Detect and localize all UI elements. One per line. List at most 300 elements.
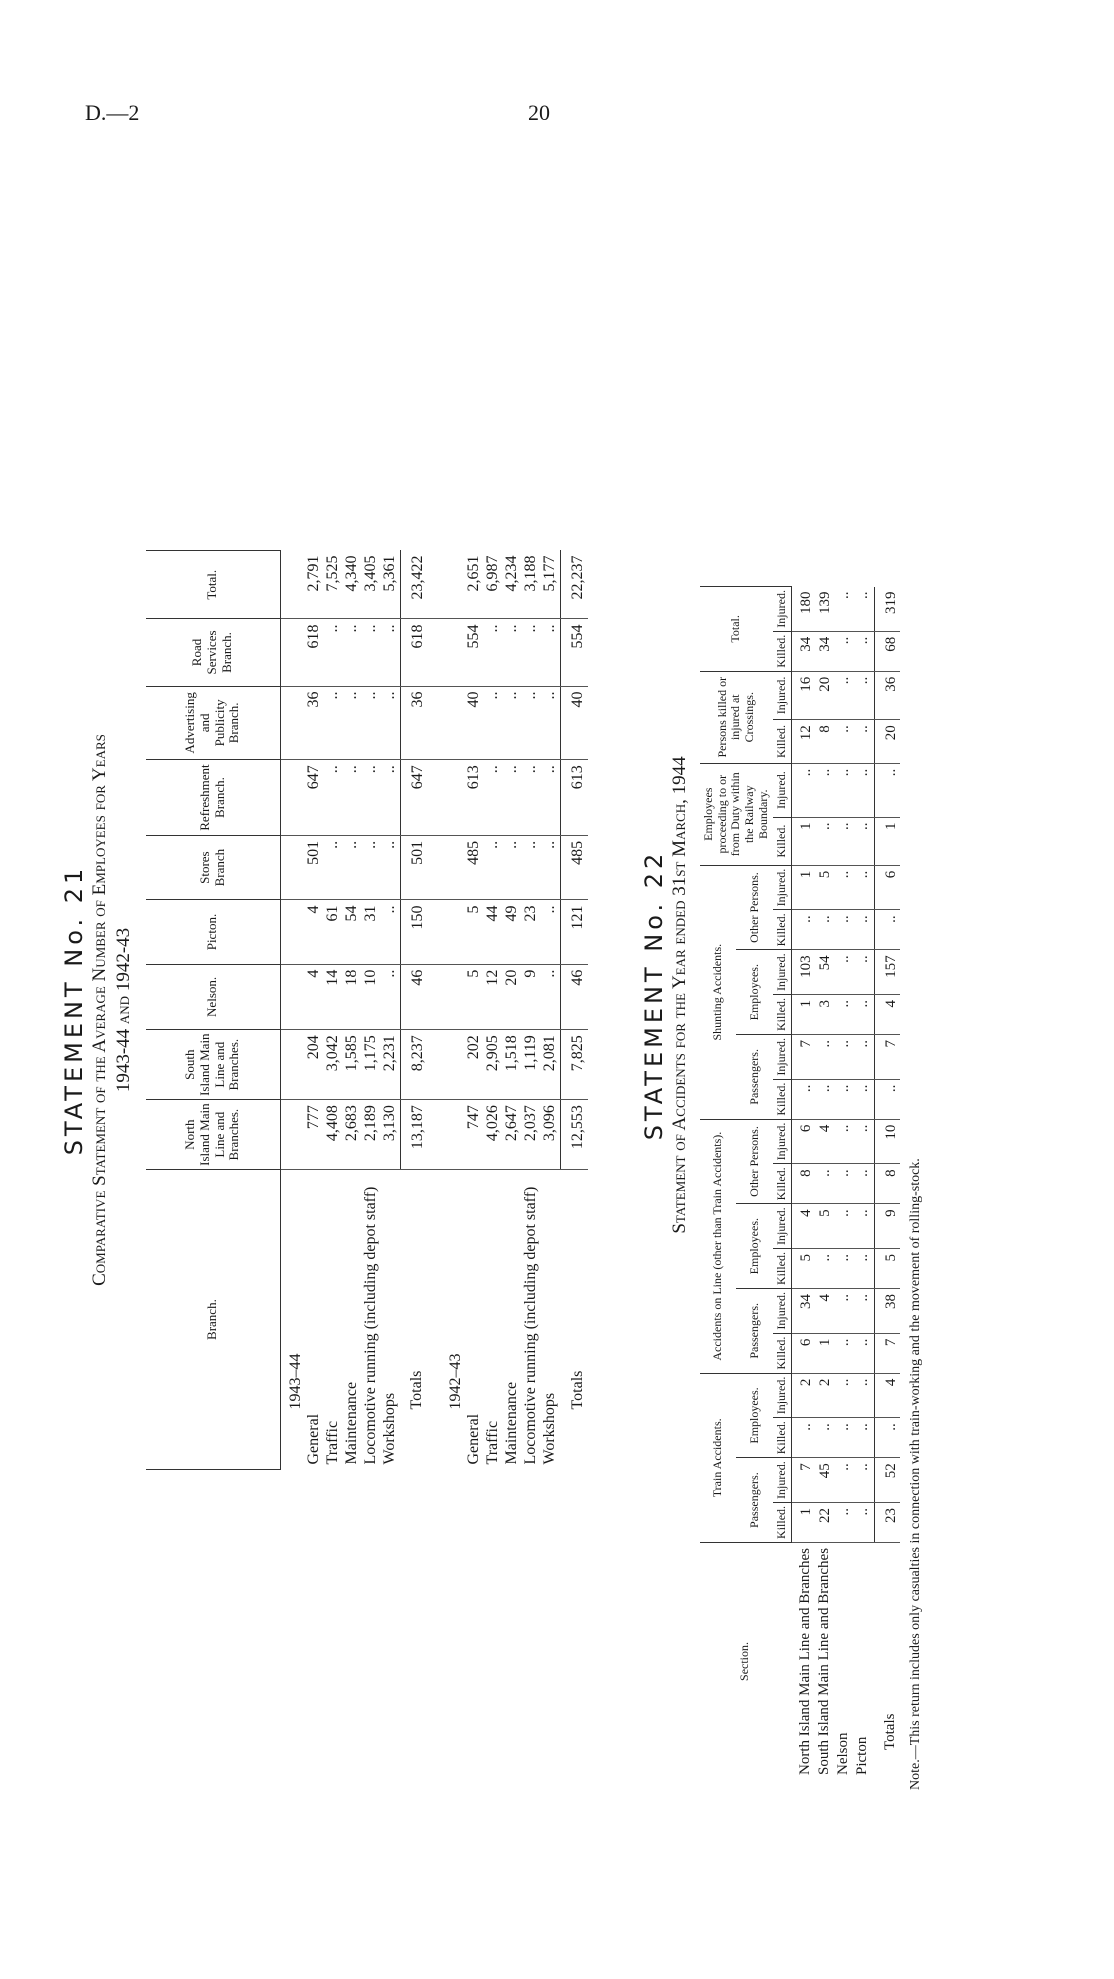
value: 1 bbox=[797, 1507, 814, 1516]
value: .. bbox=[835, 1169, 852, 1177]
value: 7 bbox=[797, 1463, 814, 1471]
group-shunting-accidents: Shunting Accidents. bbox=[700, 865, 736, 1119]
value: 5 bbox=[465, 905, 483, 914]
accident-values bbox=[791, 1418, 874, 1458]
value: .. bbox=[816, 1423, 833, 1431]
value: .. bbox=[854, 1209, 871, 1217]
branch-label: Locomotive running (including depot staff) bbox=[361, 1186, 379, 1465]
value: 5,177 bbox=[541, 555, 559, 592]
value: .. bbox=[835, 1209, 852, 1217]
value: 202 bbox=[465, 1035, 483, 1060]
total-value: 46 bbox=[400, 964, 440, 1030]
value: .. bbox=[503, 691, 521, 700]
injured-header: Injured. bbox=[773, 950, 791, 995]
value: 2,683 bbox=[342, 1105, 360, 1142]
value: 2,905 bbox=[484, 1035, 502, 1072]
total-value: .. bbox=[874, 763, 900, 817]
value: .. bbox=[854, 1378, 871, 1387]
branch-label: Traffic bbox=[484, 1420, 502, 1465]
value: 777 bbox=[304, 1105, 322, 1130]
total-value: 7 bbox=[874, 1035, 900, 1080]
value: 4,026 bbox=[484, 1105, 502, 1142]
accident-values bbox=[791, 671, 874, 720]
value: 40 bbox=[465, 691, 483, 708]
value: 2,651 bbox=[465, 555, 483, 592]
north-island-values bbox=[305, 1100, 401, 1170]
value: 5 bbox=[465, 969, 483, 978]
value: .. bbox=[323, 765, 341, 774]
totals-row-1943-44 bbox=[400, 551, 440, 1470]
value: .. bbox=[854, 1463, 871, 1471]
injured-header: Injured. bbox=[773, 1035, 791, 1080]
value: .. bbox=[854, 1253, 871, 1262]
section-label: Picton bbox=[854, 1736, 871, 1775]
value: 4,340 bbox=[342, 555, 360, 592]
injured-header: Injured. bbox=[773, 1458, 791, 1503]
road-services-values bbox=[465, 619, 561, 686]
total-value: 13,187 bbox=[400, 1100, 440, 1170]
value: .. bbox=[323, 624, 341, 633]
value: .. bbox=[503, 765, 521, 774]
accident-values bbox=[791, 1502, 874, 1542]
value: .. bbox=[484, 765, 502, 774]
accident-values bbox=[791, 1333, 874, 1373]
value: .. bbox=[541, 765, 559, 774]
road-services-values bbox=[305, 619, 401, 686]
year-row-1943-44 bbox=[280, 551, 305, 1470]
accident-values bbox=[791, 1458, 874, 1503]
value: 18 bbox=[342, 969, 360, 986]
value: .. bbox=[835, 1124, 852, 1133]
statement-21-subtitle: Comparative Statement of the Average Number of Employees for Years bbox=[89, 734, 110, 1286]
value: .. bbox=[380, 765, 398, 774]
value: 1 bbox=[797, 1000, 814, 1008]
value: 1,175 bbox=[361, 1035, 379, 1072]
value: 6 bbox=[797, 1338, 814, 1347]
value: .. bbox=[854, 591, 871, 600]
value: .. bbox=[854, 1507, 871, 1516]
nelson-values bbox=[305, 964, 401, 1030]
value: 180 bbox=[797, 591, 814, 615]
col-header-nelson: Nelson. bbox=[146, 964, 281, 1030]
refreshment-values bbox=[305, 760, 401, 836]
value: 5 bbox=[816, 1209, 833, 1217]
injured-header: Injured. bbox=[773, 587, 791, 632]
value: .. bbox=[541, 905, 559, 914]
value: 36 bbox=[304, 691, 322, 708]
subgroup-header: Other Persons. bbox=[736, 1119, 773, 1204]
value: .. bbox=[541, 969, 559, 978]
value: .. bbox=[835, 1000, 852, 1008]
stores-values bbox=[305, 835, 401, 900]
injured-header: Injured. bbox=[773, 865, 791, 910]
accident-values bbox=[791, 1119, 874, 1164]
value: .. bbox=[522, 691, 540, 700]
total-values bbox=[465, 551, 561, 619]
accident-values bbox=[791, 631, 874, 671]
section-label: Nelson bbox=[835, 1732, 852, 1775]
accident-values bbox=[791, 763, 874, 817]
value: .. bbox=[835, 1378, 852, 1387]
total-value: 4 bbox=[874, 1373, 900, 1418]
value: 501 bbox=[304, 840, 322, 865]
value: 8 bbox=[797, 1169, 814, 1177]
value: 5 bbox=[797, 1253, 814, 1262]
value: .. bbox=[484, 691, 502, 700]
value: .. bbox=[835, 591, 852, 600]
total-value: 40 bbox=[561, 686, 588, 760]
total-value: 23 bbox=[874, 1502, 900, 1542]
accident-values bbox=[791, 1288, 874, 1333]
south-island-values bbox=[465, 1030, 561, 1100]
total-value: 5 bbox=[874, 1248, 900, 1288]
data-block-1942-43 bbox=[465, 551, 561, 1470]
value: .. bbox=[342, 765, 360, 774]
branch-labels bbox=[305, 1170, 401, 1470]
value: .. bbox=[484, 840, 502, 849]
value: 4,408 bbox=[323, 1105, 341, 1142]
value: .. bbox=[835, 1293, 852, 1302]
value: .. bbox=[835, 1040, 852, 1048]
accidents-data-block bbox=[791, 587, 874, 1780]
value: .. bbox=[835, 1507, 852, 1516]
total-value: 7,825 bbox=[561, 1030, 588, 1100]
value: 4 bbox=[816, 1293, 833, 1302]
accident-values bbox=[791, 1079, 874, 1119]
accident-values bbox=[791, 910, 874, 950]
value: 3,188 bbox=[522, 555, 540, 592]
value: 22 bbox=[816, 1507, 833, 1523]
value: 1 bbox=[797, 870, 814, 879]
value: .. bbox=[835, 1463, 852, 1471]
total-value: .. bbox=[874, 1418, 900, 1458]
total-value: 6 bbox=[874, 865, 900, 910]
branch-labels bbox=[465, 1170, 561, 1470]
value: .. bbox=[816, 915, 833, 923]
value: .. bbox=[323, 840, 341, 849]
value: .. bbox=[503, 840, 521, 849]
injured-header: Injured. bbox=[773, 1288, 791, 1333]
group-employees-proceeding: Employees proceeding to or from Duty within the Railway Boundary. bbox=[700, 763, 773, 865]
section-label: South Island Main Line and Branches bbox=[816, 1547, 833, 1775]
value: .. bbox=[835, 955, 852, 963]
value: .. bbox=[361, 765, 379, 774]
accident-values bbox=[791, 1373, 874, 1418]
value: 3,042 bbox=[323, 1035, 341, 1072]
total-value: 22,237 bbox=[561, 551, 588, 619]
total-value: 554 bbox=[561, 619, 588, 686]
refreshment-values bbox=[465, 760, 561, 836]
killed-header: Killed. bbox=[773, 631, 791, 671]
col-header-south-island: South Island Main Line and Branches. bbox=[146, 1030, 281, 1100]
total-value: 150 bbox=[400, 900, 440, 964]
employees-table bbox=[146, 550, 588, 1470]
totals-label: Totals bbox=[408, 1370, 426, 1410]
accident-values bbox=[791, 1248, 874, 1288]
branch-label: Maintenance bbox=[503, 1381, 521, 1465]
value: 1,518 bbox=[503, 1035, 521, 1072]
subgroup-header: Passengers. bbox=[736, 1288, 773, 1373]
value: 23 bbox=[522, 905, 540, 922]
col-header-stores: Stores Branch bbox=[146, 835, 281, 900]
value: .. bbox=[361, 624, 379, 633]
injured-header: Injured. bbox=[773, 1373, 791, 1418]
value: .. bbox=[323, 691, 341, 700]
value: 554 bbox=[465, 624, 483, 649]
value: 3,130 bbox=[380, 1105, 398, 1142]
value: .. bbox=[854, 1124, 871, 1133]
value: 747 bbox=[465, 1105, 483, 1130]
year-row-1942-43 bbox=[441, 551, 465, 1470]
page-reference: D.—2 bbox=[85, 100, 140, 125]
value: 44 bbox=[484, 905, 502, 922]
totals-label: Totals bbox=[882, 1713, 899, 1750]
value: 7,525 bbox=[323, 555, 341, 592]
value: 1,119 bbox=[522, 1035, 540, 1071]
value: .. bbox=[835, 1338, 852, 1347]
value: 4,234 bbox=[503, 555, 521, 592]
total-value: 613 bbox=[561, 760, 588, 836]
statement-22-title: STATEMENT No. 22 bbox=[640, 849, 668, 1141]
accident-values bbox=[791, 950, 874, 995]
value: 5 bbox=[816, 870, 833, 879]
value: 3 bbox=[816, 1000, 833, 1008]
statement-21-years: 1943-44 and 1942-43 bbox=[112, 927, 134, 1093]
total-value: 10 bbox=[874, 1119, 900, 1164]
value: 45 bbox=[816, 1463, 833, 1479]
value: 2 bbox=[797, 1378, 814, 1387]
totals-label: Totals bbox=[568, 1370, 586, 1410]
killed-header: Killed. bbox=[773, 1079, 791, 1119]
value: 20 bbox=[503, 969, 521, 986]
data-block-1943-44 bbox=[305, 551, 401, 1470]
value: .. bbox=[361, 691, 379, 700]
value: 5,361 bbox=[380, 555, 398, 592]
value: 2,081 bbox=[541, 1035, 559, 1072]
value: .. bbox=[380, 624, 398, 633]
killed-header: Killed. bbox=[773, 910, 791, 950]
value: .. bbox=[854, 1423, 871, 1431]
value: .. bbox=[854, 676, 871, 685]
value: 1 bbox=[816, 1338, 833, 1347]
killed-header: Killed. bbox=[773, 1248, 791, 1288]
value: 12 bbox=[797, 725, 814, 741]
value: 9 bbox=[522, 969, 540, 978]
subgroup-header: Other Persons. bbox=[736, 865, 773, 950]
total-value: .. bbox=[874, 1079, 900, 1119]
advertising-values bbox=[465, 686, 561, 760]
section-label: North Island Main Line and Branches bbox=[797, 1547, 814, 1775]
total-value: 121 bbox=[561, 900, 588, 964]
value: 2 bbox=[816, 1378, 833, 1387]
value: .. bbox=[797, 1423, 814, 1431]
subgroup-header: Employees. bbox=[736, 1204, 773, 1289]
killed-header: Killed. bbox=[773, 817, 791, 865]
total-value: 52 bbox=[874, 1458, 900, 1503]
value: 8 bbox=[816, 725, 833, 733]
value: 49 bbox=[503, 905, 521, 922]
value: 2,791 bbox=[304, 555, 322, 592]
subgroup-header: Employees. bbox=[736, 1373, 773, 1458]
value: .. bbox=[541, 691, 559, 700]
branch-label: Locomotive running (including depot staff) bbox=[522, 1186, 540, 1465]
total-value: 36 bbox=[400, 686, 440, 760]
total-value: 46 bbox=[561, 964, 588, 1030]
section-labels bbox=[791, 1542, 874, 1780]
year-label: 1943–44 bbox=[286, 1353, 304, 1410]
value: 34 bbox=[797, 636, 814, 652]
value: 4 bbox=[304, 905, 322, 914]
total-value: 647 bbox=[400, 760, 440, 836]
value: 10 bbox=[361, 969, 379, 986]
accident-values bbox=[791, 587, 874, 632]
col-header-north-island: North Island Main Line and Branches. bbox=[146, 1100, 281, 1170]
total-value: 38 bbox=[874, 1288, 900, 1333]
total-value: 12,553 bbox=[561, 1100, 588, 1170]
subgroup-header: Passengers. bbox=[736, 1458, 773, 1543]
value: 7 bbox=[797, 1040, 814, 1048]
value: 6,987 bbox=[484, 555, 502, 592]
branch-label: Workshops bbox=[541, 1392, 559, 1465]
killed-header: Killed. bbox=[773, 1418, 791, 1458]
total-value: 8 bbox=[874, 1164, 900, 1204]
injured-header: Injured. bbox=[773, 1204, 791, 1249]
accident-values bbox=[791, 1164, 874, 1204]
total-value: 319 bbox=[874, 587, 900, 632]
statement-22 bbox=[640, 200, 1050, 1790]
total-value: 4 bbox=[874, 995, 900, 1035]
value: 613 bbox=[465, 765, 483, 790]
group-crossings: Persons killed or injured at Crossings. bbox=[700, 671, 773, 763]
value: 14 bbox=[323, 969, 341, 986]
total-value: 7 bbox=[874, 1333, 900, 1373]
accidents-table bbox=[700, 586, 900, 1780]
value: .. bbox=[816, 1169, 833, 1177]
value: 204 bbox=[304, 1035, 322, 1060]
statement-22-subtitle: Statement of Accidents for the Year ended 31st March, 1944 bbox=[669, 756, 690, 1234]
total-value: 501 bbox=[400, 835, 440, 900]
picton-values bbox=[465, 900, 561, 964]
value: .. bbox=[541, 840, 559, 849]
value: .. bbox=[854, 915, 871, 923]
col-header-road-services: Road Services Branch. bbox=[146, 619, 281, 686]
branch-label: Maintenance bbox=[342, 1381, 360, 1465]
killed-header: Killed. bbox=[773, 995, 791, 1035]
accident-values bbox=[791, 817, 874, 865]
value: 31 bbox=[361, 905, 379, 922]
value: .. bbox=[522, 765, 540, 774]
col-header-picton: Picton. bbox=[146, 900, 281, 964]
year-label: 1942–43 bbox=[446, 1353, 464, 1410]
total-value: 8,237 bbox=[400, 1030, 440, 1100]
value: 3,405 bbox=[361, 555, 379, 592]
value: .. bbox=[541, 624, 559, 633]
killed-header: Killed. bbox=[773, 1333, 791, 1373]
value: .. bbox=[854, 636, 871, 645]
accidents-totals-row bbox=[874, 587, 900, 1780]
col-header-section: Section. bbox=[700, 1542, 791, 1780]
value: 34 bbox=[816, 636, 833, 652]
group-accidents-on-line: Accidents on Line (other than Train Accidents). bbox=[700, 1119, 736, 1373]
advertising-values bbox=[305, 686, 401, 760]
value: .. bbox=[835, 1084, 852, 1093]
value: .. bbox=[835, 822, 852, 831]
value: .. bbox=[380, 691, 398, 700]
value: 34 bbox=[797, 1293, 814, 1309]
value: .. bbox=[835, 1253, 852, 1262]
value: 103 bbox=[797, 955, 814, 978]
total-values bbox=[305, 551, 401, 619]
value: 61 bbox=[323, 905, 341, 922]
injured-header: Injured. bbox=[773, 763, 791, 817]
value: .. bbox=[816, 1040, 833, 1048]
group-train-accidents: Train Accidents. bbox=[700, 1373, 736, 1542]
total-value: 20 bbox=[874, 720, 900, 763]
picton-values bbox=[305, 900, 401, 964]
value: .. bbox=[854, 1169, 871, 1177]
value: .. bbox=[522, 840, 540, 849]
value: .. bbox=[854, 870, 871, 879]
value: 2,189 bbox=[361, 1105, 379, 1142]
value: 16 bbox=[797, 676, 814, 692]
value: .. bbox=[854, 955, 871, 963]
value: .. bbox=[835, 636, 852, 645]
value: .. bbox=[835, 725, 852, 733]
value: .. bbox=[816, 768, 833, 777]
value: .. bbox=[835, 768, 852, 777]
value: .. bbox=[854, 725, 871, 733]
value: .. bbox=[522, 624, 540, 633]
accident-values bbox=[791, 720, 874, 763]
value: 4 bbox=[816, 1124, 833, 1133]
value: .. bbox=[380, 969, 398, 978]
value: 2,231 bbox=[380, 1035, 398, 1072]
value: .. bbox=[797, 768, 814, 777]
value: 485 bbox=[465, 840, 483, 865]
total-value: 36 bbox=[874, 671, 900, 720]
value: .. bbox=[797, 915, 814, 923]
north-island-values bbox=[465, 1100, 561, 1170]
value: .. bbox=[342, 840, 360, 849]
footnote: Note.—This return includes only casualties in connection with train-working and the movement of rolling-stock. bbox=[907, 1158, 923, 1790]
total-value: 9 bbox=[874, 1204, 900, 1249]
accident-values bbox=[791, 865, 874, 910]
value: 12 bbox=[484, 969, 502, 986]
value: .. bbox=[380, 840, 398, 849]
value: 6 bbox=[797, 1124, 814, 1133]
value: .. bbox=[854, 822, 871, 831]
value: .. bbox=[854, 768, 871, 777]
value: 54 bbox=[342, 905, 360, 922]
total-value: 23,422 bbox=[400, 551, 440, 619]
nelson-values bbox=[465, 964, 561, 1030]
value: 647 bbox=[304, 765, 322, 790]
value: .. bbox=[503, 624, 521, 633]
value: .. bbox=[854, 1293, 871, 1302]
subgroup-header: Employees. bbox=[736, 950, 773, 1035]
value: .. bbox=[816, 822, 833, 831]
south-island-values bbox=[305, 1030, 401, 1100]
value: .. bbox=[342, 691, 360, 700]
totals-row-1942-43 bbox=[561, 551, 588, 1470]
branch-label: Workshops bbox=[380, 1392, 398, 1465]
value: .. bbox=[816, 1253, 833, 1262]
subgroup-header: Passengers. bbox=[736, 1035, 773, 1120]
value: 20 bbox=[816, 676, 833, 692]
value: .. bbox=[342, 624, 360, 633]
accidents-group-header-row bbox=[700, 587, 736, 1780]
value: 139 bbox=[816, 591, 833, 615]
